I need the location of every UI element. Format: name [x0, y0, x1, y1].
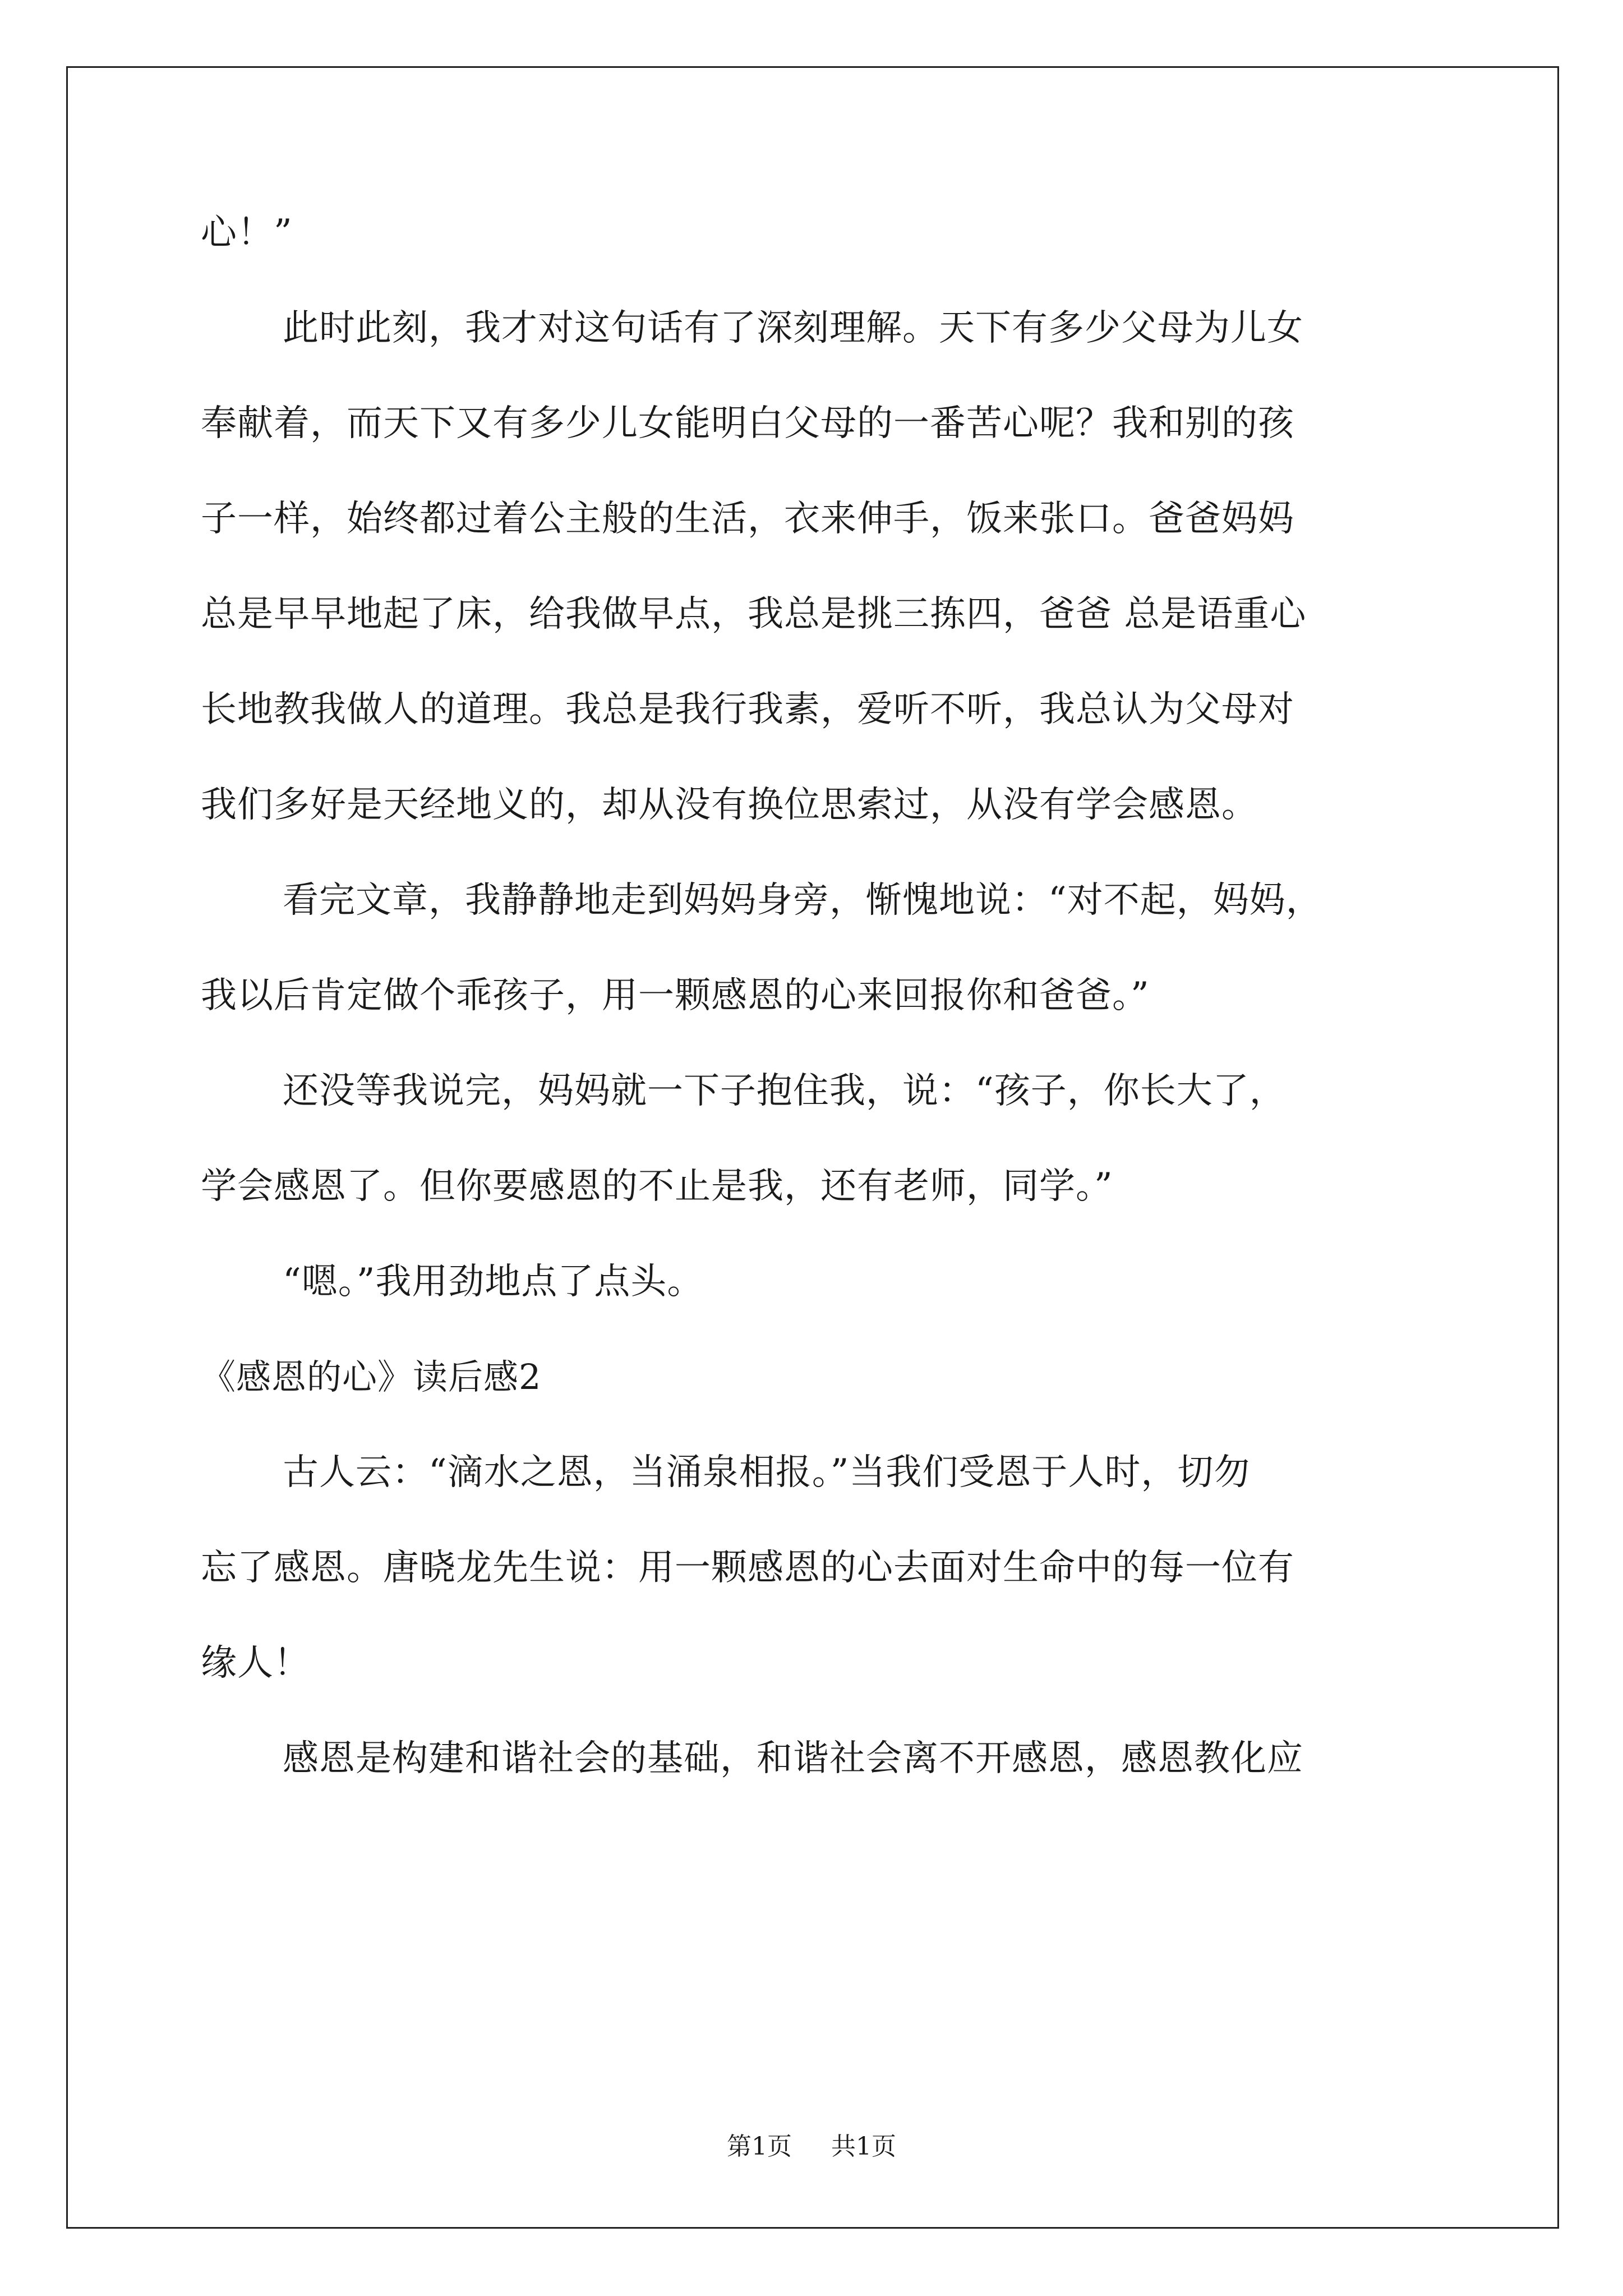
- page-number: 第1页: [727, 2132, 792, 2161]
- text-line: 总是早早地起了床，给我做早点，我总是挑三拣四，爸爸 总是语重心: [201, 593, 1307, 635]
- text-line: 此时此刻，我才对这句话有了深刻理解。天下有多少父母为儿女: [283, 307, 1303, 349]
- text-line: 我以后肯定做个乖孩子，用一颗感恩的心来回报你和爸爸。”: [201, 975, 1150, 1016]
- document-body: [201, 185, 1435, 1806]
- text-line: 看完文章，我静静地走到妈妈身旁，惭愧地说：“对不起，妈妈，: [283, 880, 1322, 921]
- text-line: 感恩是构建和谐社会的基础，和谐社会离不开感恩，感恩教化应: [283, 1738, 1303, 1779]
- text-line: 心！”: [201, 212, 293, 254]
- text-line: 学会感恩了。但你要感恩的不止是我，还有老师，同学。”: [201, 1166, 1113, 1207]
- text-line: “嗯。”我用劲地点了点头。: [283, 1261, 704, 1303]
- text-line: 我们多好是天经地义的，却从没有换位思索过，从没有学会感恩。: [201, 784, 1258, 826]
- section-heading: 《感恩的心》读后感2: [201, 1356, 542, 1397]
- text-line: 还没等我说完，妈妈就一下子抱住我，说：“孩子，你长大了，: [283, 1070, 1286, 1112]
- page-total: 共1页: [831, 2132, 896, 2161]
- text-line: 奉献着，而天下又有多少儿女能明白父母的一番苦心呢？我和别的孩: [201, 403, 1294, 444]
- text-line: 古人云：“滴水之恩，当涌泉相报。”当我们受恩于人时，切勿: [283, 1452, 1251, 1493]
- text-line: 长地教我做人的道理。我总是我行我素，爱听不听，我总认为父母对: [201, 689, 1294, 730]
- text-line: 缘人！: [201, 1642, 310, 1684]
- page-footer: [0, 2126, 1623, 2162]
- text-line: 忘了感恩。唐晓龙先生说：用一颗感恩的心去面对生命中的每一位有: [201, 1547, 1294, 1589]
- text-line: 子一样，始终都过着公主般的生活，衣来伸手，饭来张口。爸爸妈妈: [201, 498, 1294, 540]
